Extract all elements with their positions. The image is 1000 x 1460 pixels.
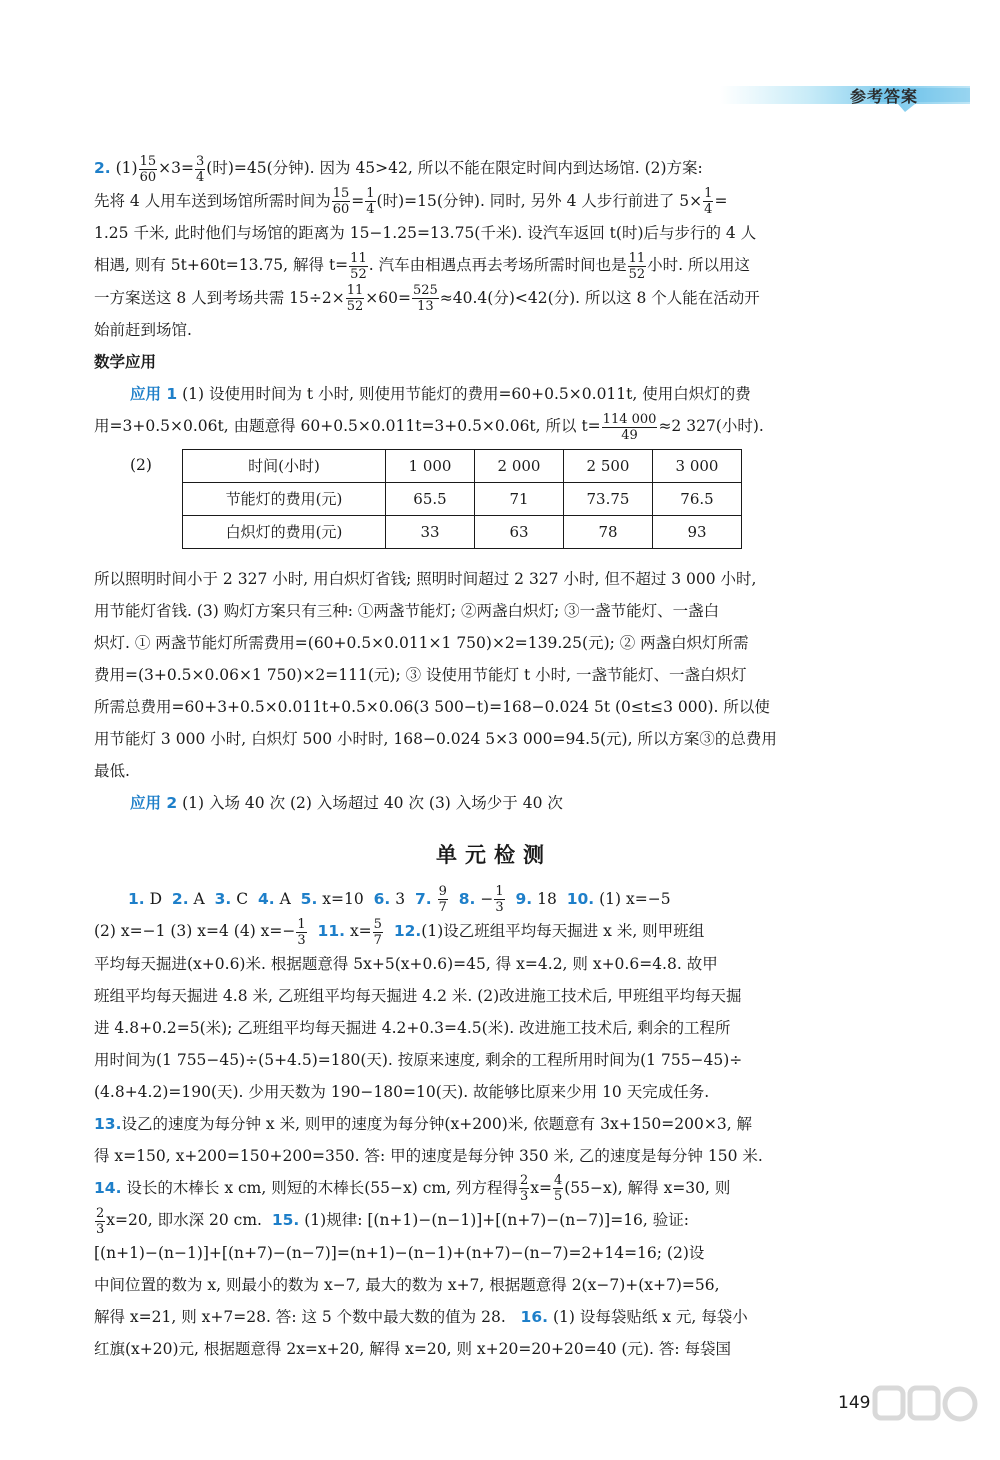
table-row: 节能灯的费用(元) 65.5 71 73.75 76.5 [183, 482, 742, 515]
q2-line-3: 1.25 千米, 此时他们与场馆的距离为 15−1.25=13.75(千米). 设汽车返回 t(时)后与步行的 4 人 [94, 224, 757, 242]
q12-line-5: (4.8+4.2)=190(天). 少用天数为 190−180=10(天). 故能够比原来少用 10 天完成任务. [94, 1082, 710, 1101]
fraction: $\frac{11}{52}$ [346, 283, 364, 314]
table-row: 时间(小时) 1 000 2 000 2 500 3 000 [183, 449, 742, 482]
header-banner [720, 78, 970, 112]
watermark-logo-icon [870, 1380, 980, 1440]
app2-label: 应用 2 [130, 793, 178, 812]
fraction: $\frac{1}{4}$ [704, 186, 713, 217]
fraction: $\frac{1}{3}$ [297, 916, 306, 948]
q16-line-2: 红旗(x+20)元, 根据题意得 2x=x+20, 解得 x=20, 则 x+20=20+20=40 (元). 答: 每袋国 [94, 1339, 731, 1358]
q2-line-5: 一方案送这 8 人到考场共需 15÷2× $\frac{11}{52}$ ×60= $\frac{525}{13}$ ≈40.4(分)<42(分). 所以这 8 个人能在活动开 [94, 283, 760, 314]
q2-number: 2. [94, 159, 111, 177]
fraction: $\frac{5}{7}$ [373, 916, 382, 948]
fraction: $\frac{9}{7}$ [438, 884, 447, 915]
q15-line-3: 解得 x=21, 则 x+7=28. 答: 这 5 个数中最大数的值为 28. 16. (1) 设每袋贴纸 x 元, 每袋小 [94, 1307, 748, 1326]
fraction: $\frac{4}{5}$ [553, 1173, 563, 1204]
fraction: $\frac{1}{3}$ [495, 884, 504, 915]
unit-row-2: (2) x=−1 (3) x=4 (4) x=− $\frac{1}{3}$ 11. x= $\frac{5}{7}$ 12.(1)设乙班组平均每天掘进 x 米, 则甲班组 [94, 916, 705, 948]
fraction: $\frac{1}{4}$ [366, 186, 375, 217]
fraction: $\frac{2}{3}$ [96, 1205, 105, 1237]
fraction: $\frac{3}{4}$ [195, 153, 205, 185]
cost-table-block [94, 449, 894, 549]
q12-line-3: 进 4.8+0.2=5(米); 乙班组平均每天掘进 4.2+0.3=4.5(米). 改进施工技术后, 剩余的工程所 [94, 1018, 731, 1037]
answer-content [94, 152, 894, 1365]
q14-line-1: 14. 设长的木棒长 x cm, 则短的木棒长(55−x) cm, 列方程得 $\frac{2}{3}$ x= $\frac{4}{5}$ (55−x), 解得 x=30, 则 [94, 1173, 731, 1204]
q13-line-1: 13.设乙的速度为每分钟 x 米, 则甲的速度为每分钟(x+200)米, 依题意有 3x+150=200×3, 解 [94, 1114, 753, 1133]
app2-line: 应用 2 (1) 入场 40 次 (2) 入场超过 40 次 (3) 入场少于 40 次 [130, 793, 563, 812]
unit-test-title: 单元检测 [436, 842, 552, 867]
fraction: $\frac{525}{13}$ [412, 283, 438, 314]
table-row: 白炽灯的费用(元) 33 63 78 93 [183, 515, 742, 548]
unit-row-1: 1. D 2. A 3. C 4. A 5. x=10 6. 3 7. $\frac{9}{7}$ 8. − $\frac{1}{3}$ 9. 18 10. (1) x=−5 [128, 884, 671, 915]
fraction: $\frac{2}{3}$ [519, 1173, 529, 1204]
q14-line-2: $\frac{2}{3}$ x=20, 即水深 20 cm. 15. (1)规律: [(n+1)−(n−1)]+[(n+7)−(n−7)]=16, 验证: [96, 1205, 689, 1237]
cost-table [182, 449, 742, 549]
app1-after-5: 所需总费用=60+3+0.5×0.011t+0.5×0.06(3 500−t)=168−0.024 5t (0≤t≤3 000). 所以使 [94, 697, 770, 716]
app1-line-1: 应用 1 (1) 设使用时间为 t 小时, 则使用节能灯的费用=60+0.5×0.011t, 使用白炽灯的费 [130, 385, 751, 403]
app1-after-6: 用节能灯 3 000 小时, 白炽灯 500 小时时, 168−0.024 5×3 000=94.5(元), 所以方案③的总费用 [94, 729, 777, 748]
page-number: 149 [838, 1393, 871, 1413]
q2-line-2: 先将 4 人用车送到场馆所需时间为 $\frac{15}{60}$ = $\frac{1}{4}$ (时)=15(分钟). 同时, 另外 4 人步行前进了 5× $\frac{1}{4}$ = [94, 186, 728, 217]
fraction: $\frac{11}{52}$ [628, 250, 646, 282]
q13-line-2: 得 x=150, x+200=150+200=350. 答: 甲的速度是每分钟 350 米, 乙的速度是每分钟 150 米. [94, 1146, 763, 1165]
app1-after-3: 炽灯. ① 两盏节能灯所需费用=(60+0.5×0.011×1 750)×2=139.25(元); ② 两盏白炽灯所需 [94, 633, 749, 652]
fraction: $\frac{11}{52}$ [350, 250, 367, 282]
app1-line-2: 用=3+0.5×0.06t, 由题意得 60+0.5×0.011t=3+0.5×0.06t, 所以 t= $\frac{114 000}{49}$ ≈2 327(小时). [94, 411, 764, 443]
q2-line-4: 相遇, 则有 5t+60t=13.75, 解得 t= $\frac{11}{52}$ . 汽车由相遇点再去考场所需时间也是 $\frac{11}{52}$ 小时. 所以用这 [94, 250, 750, 282]
app1-after-7: 最低. [94, 761, 130, 780]
q12-line-2: 班组平均每天掘进 4.8 米, 乙班组平均每天掘进 4.2 米. (2)改进施工技术后, 甲班组平均每天掘 [94, 986, 742, 1005]
q15-line-1: [(n+1)−(n−1)]+[(n+7)−(n−7)]=(n+1)−(n−1)+(n+7)−(n−7)=2+14=16; (2)设 [94, 1243, 705, 1262]
app1-after-2: 用节能灯省钱. (3) 购灯方案只有三种: ①两盏节能灯; ②两盏白炽灯; ③一盏节能灯、一盏白 [94, 601, 720, 620]
q2-line-6: 始前赶到场馆. [94, 321, 192, 339]
math-application-heading: 数学应用 [94, 353, 157, 371]
table-part-label: (2) [130, 455, 152, 474]
banner-ribbon-graphic [720, 78, 970, 112]
app1-after-1: 所以照明时间小于 2 327 小时, 用白炽灯省钱; 照明时间超过 2 327 小时, 但不超过 3 000 小时, [94, 569, 757, 588]
fraction: $\frac{15}{60}$ [332, 186, 350, 217]
banner-title: 参考答案 [849, 87, 918, 106]
q12-line-1: 平均每天掘进(x+0.6)米. 根据题意得 5x+5(x+0.6)=45, 得 x=4.2, 则 x+0.6=4.8. 故甲 [94, 954, 718, 973]
q15-line-2: 中间位置的数为 x, 则最小的数为 x−7, 最大的数为 x+7, 根据题意得 2(x−7)+(x+7)=56, [94, 1275, 720, 1294]
fraction: $\frac{114 000}{49}$ [602, 411, 657, 443]
app1-after-4: 费用=(3+0.5×0.06×1 750)×2=111(元); ③ 设使用节能灯 t 小时, 一盏节能灯、一盏白炽灯 [94, 665, 747, 684]
fraction: $\frac{15}{60}$ [139, 153, 157, 185]
app1-label: 应用 1 [130, 385, 178, 403]
q12-line-4: 用时间为(1 755−45)÷(5+4.5)=180(天). 按原来速度, 剩余的工程所用时间为(1 755−45)÷ [94, 1050, 743, 1069]
q2-line-1: 2. (1) $\frac{15}{60}$ ×3= $\frac{3}{4}$ (时)=45(分钟). 因为 45>42, 所以不能在限定时间内到达场馆. (2)方案: [94, 153, 703, 185]
